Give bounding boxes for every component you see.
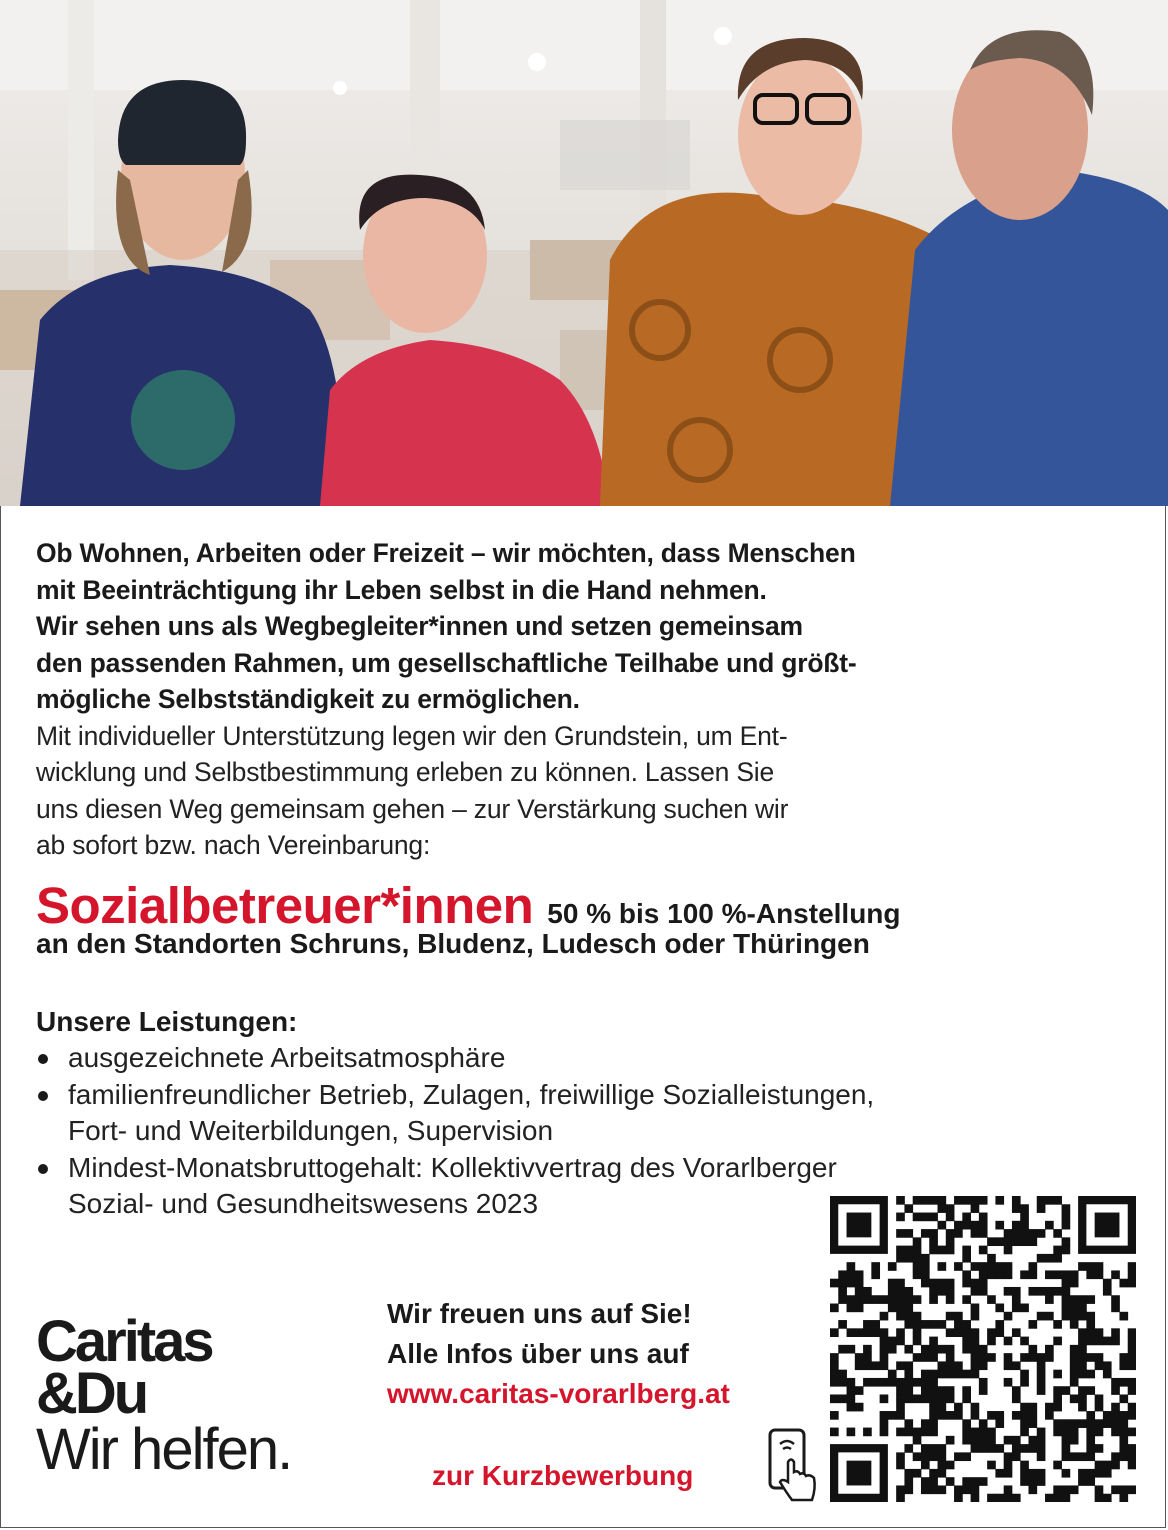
- intro-light-line: uns diesen Weg gemeinsam gehen – zur Verstärkung suchen wir: [36, 793, 789, 824]
- intro-bold-line: mit Beeinträchtigung ihr Leben selbst in die Hand nehmen.: [36, 574, 767, 605]
- call-to-action: [387, 1294, 730, 1414]
- cta-line: Alle Infos über uns auf: [387, 1338, 689, 1369]
- qr-code[interactable]: [830, 1196, 1136, 1502]
- intro-bold-line: Ob Wohnen, Arbeiten oder Freizeit – wir möchten, dass Menschen: [36, 538, 856, 568]
- intro-bold-paragraph: [36, 535, 1126, 718]
- job-locations: an den Standorten Schruns, Bludenz, Ludesch oder Thüringen: [36, 928, 870, 959]
- job-scope: 50 % bis 100 %-Anstellung: [547, 898, 901, 929]
- website-link[interactable]: www.caritas-vorarlberg.at: [387, 1378, 730, 1409]
- intro-bold-line: Wir sehen uns als Wegbegleiter*innen und setzen gemeinsam: [36, 611, 803, 641]
- benefit-text: familienfreundlicher Betrieb, Zulagen, freiwillige Sozialleistungen,: [68, 1078, 875, 1110]
- intro-bold-line: mögliche Selbstständigkeit zu ermöglichen.: [36, 684, 580, 714]
- intro-light-paragraph: [36, 718, 1126, 864]
- benefit-text: Mindest-Monatsbruttogehalt: Kollektivvertrag des Vorarlberger: [68, 1151, 837, 1183]
- logo-tagline: Wir helfen.: [36, 1417, 292, 1482]
- job-heading: [36, 876, 901, 935]
- header-photo: [0, 0, 1168, 506]
- benefits-heading: Unsere Leistungen:: [36, 1006, 298, 1037]
- benefit-text: Sozial- und Gesundheitswesens 2023: [68, 1188, 539, 1219]
- list-item: [36, 1077, 1086, 1150]
- apply-link[interactable]: zur Kurzbewerbung: [432, 1460, 694, 1491]
- benefit-text: Fort- und Weiterbildungen, Supervision: [68, 1115, 554, 1146]
- cta-line: Wir freuen uns auf Sie!: [387, 1298, 692, 1329]
- intro-light-line: Mit individueller Unterstützung legen wir den Grundstein, um Ent-: [36, 720, 788, 751]
- benefit-text: ausgezeichnete Arbeitsatmosphäre: [68, 1042, 506, 1073]
- intro-light-line: wicklung und Selbstbestimmung erleben zu können. Lassen Sie: [36, 757, 775, 787]
- logo-line: Caritas: [36, 1309, 212, 1374]
- intro-light-line: ab sofort bzw. nach Vereinbarung:: [36, 830, 431, 860]
- phone-tap-icon: [760, 1426, 820, 1511]
- logo-line: &Du: [36, 1361, 147, 1426]
- job-title: Sozialbetreuer*innen: [36, 877, 534, 934]
- intro-bold-line: den passenden Rahmen, um gesellschaftliche Teilhabe und größt-: [36, 647, 857, 678]
- intro-text: [36, 535, 1126, 864]
- caritas-logo: [36, 1309, 292, 1482]
- list-item: [36, 1040, 1086, 1077]
